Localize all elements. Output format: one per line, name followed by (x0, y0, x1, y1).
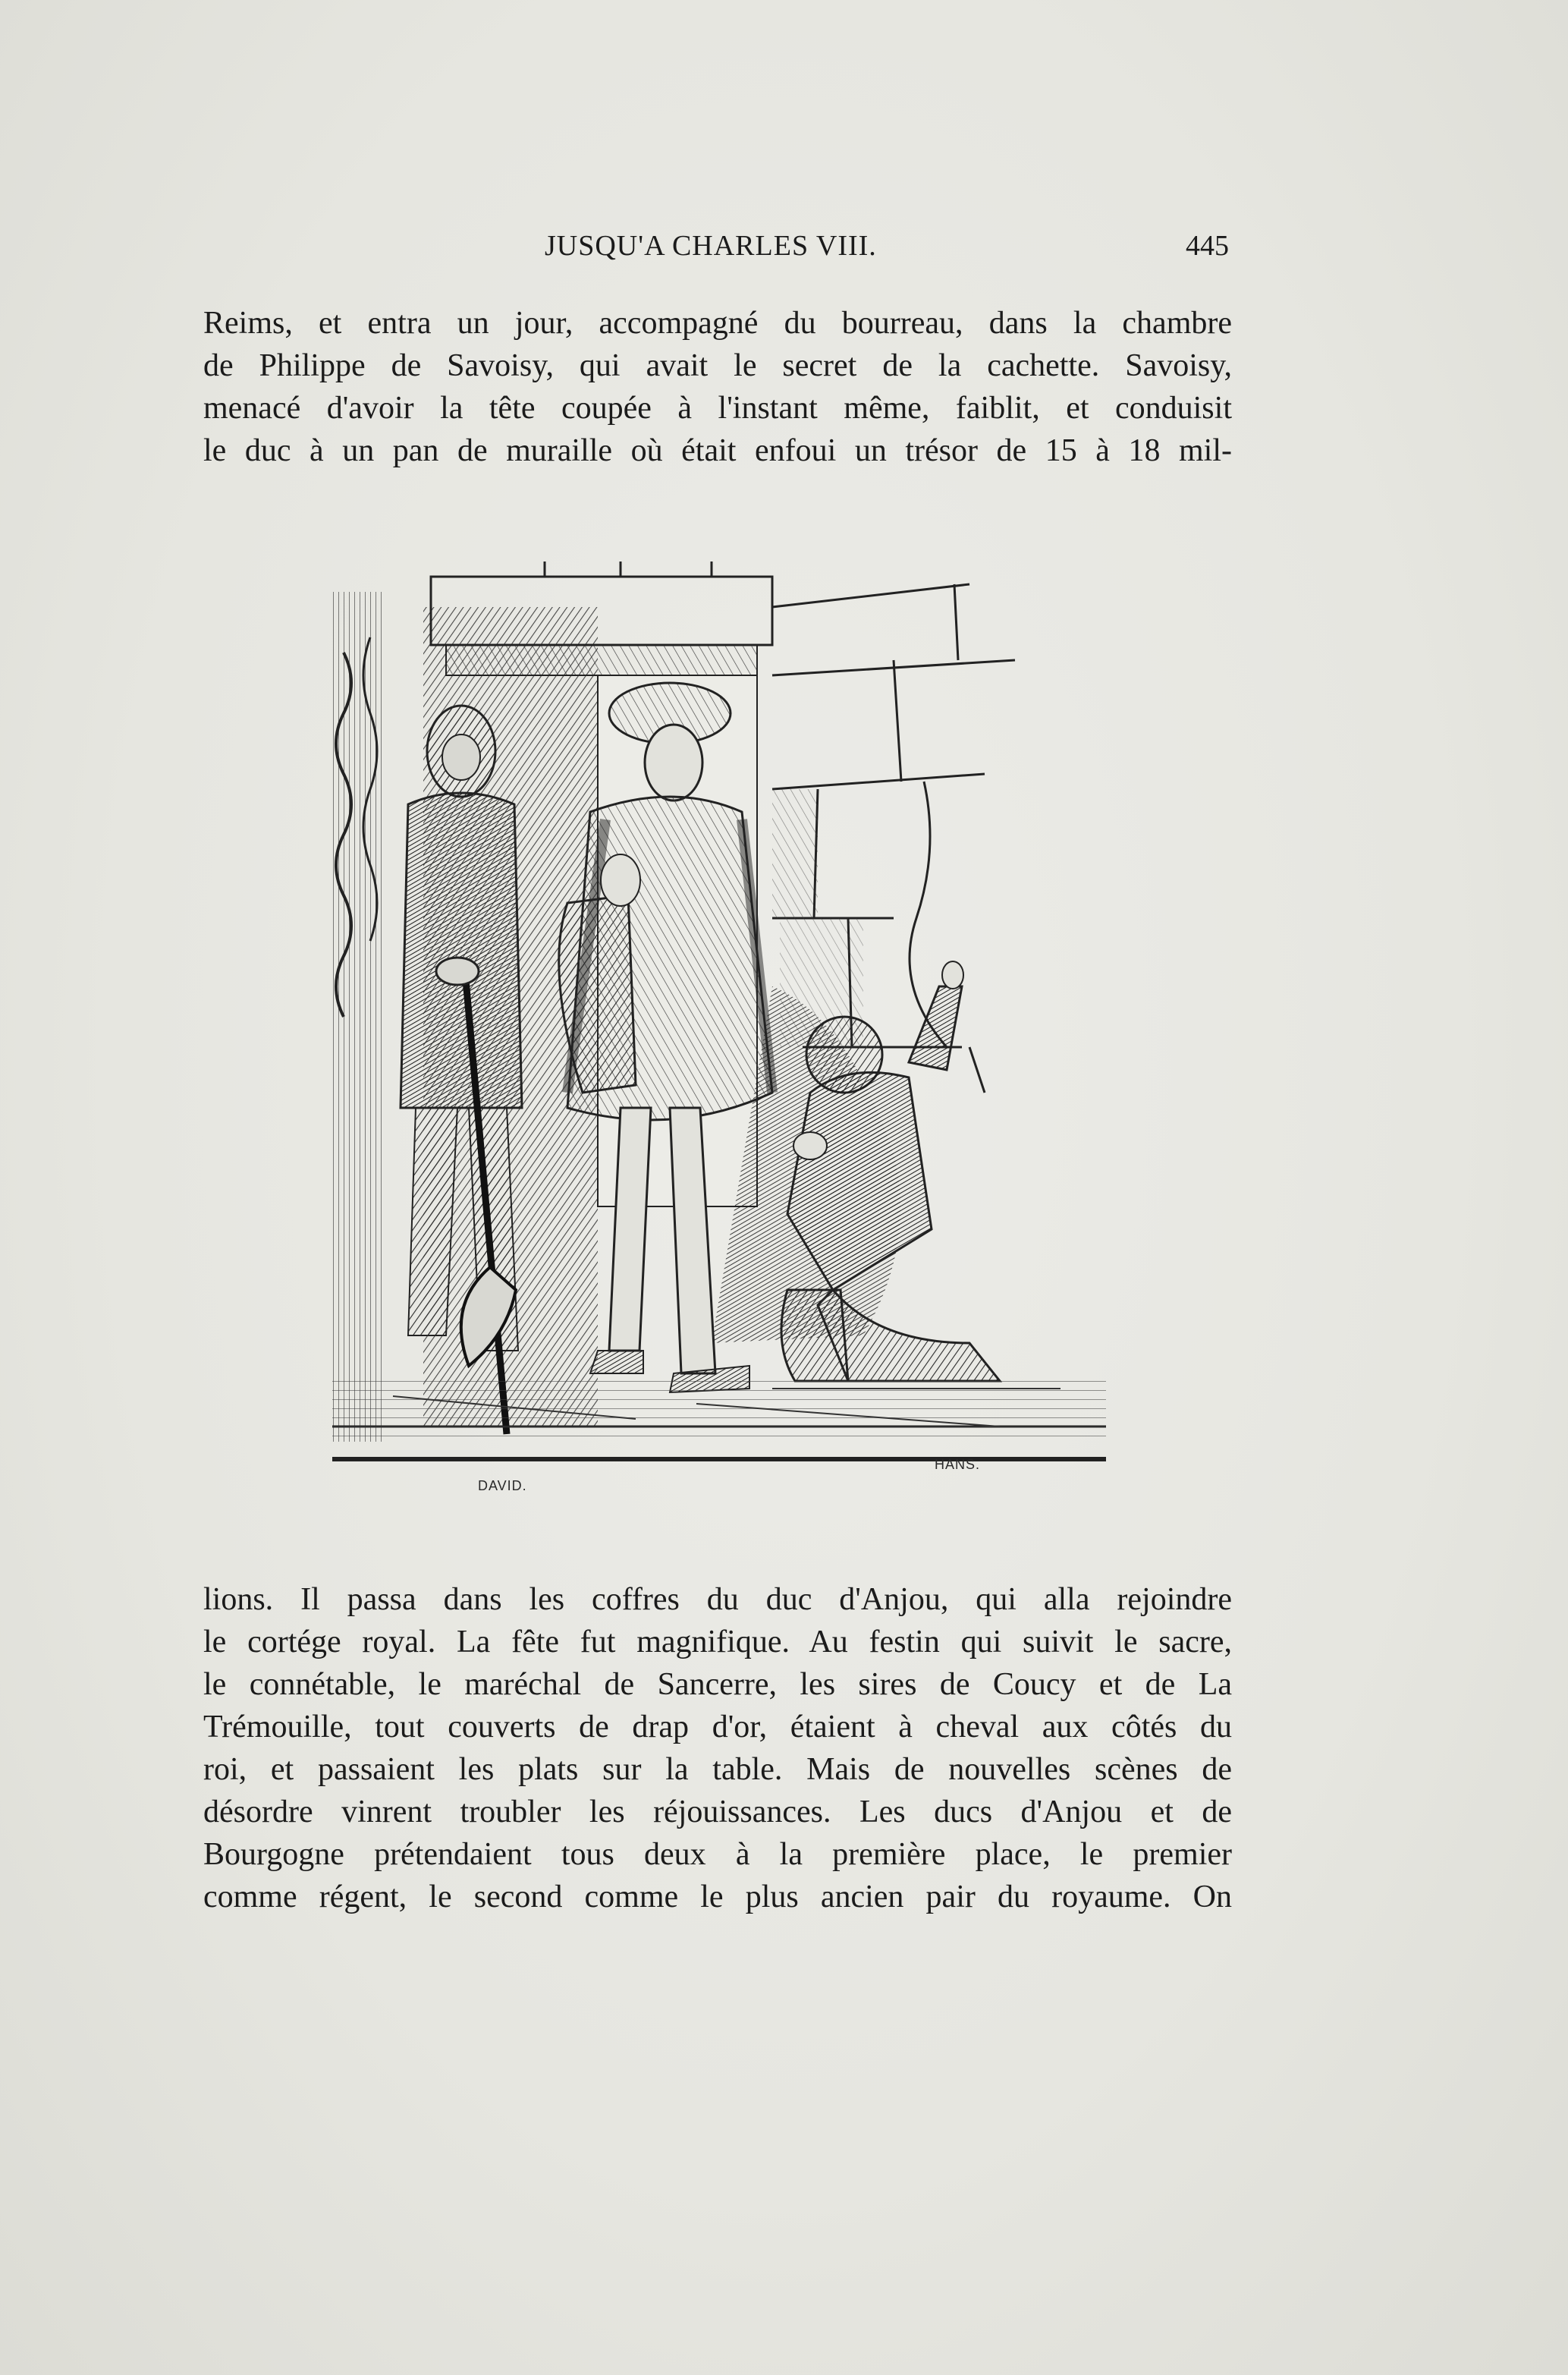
text-line: le cortége royal. La fête fut magnifique. Au festin qui suivit le sacre, (203, 1625, 1232, 1659)
engraver-signature-left: DAVID. (478, 1478, 527, 1493)
engraving-drawing (317, 562, 1136, 1502)
text-line: menacé d'avoir la tête coupée à l'instant même, faiblit, et conduisit (203, 391, 1232, 426)
paragraph-top (203, 302, 1232, 472)
running-title: JUSQU'A CHARLES VIII. (545, 230, 877, 262)
page-header (203, 229, 1232, 275)
text-line: lions. Il passa dans les coffres du duc d'Anjou, qui alla rejoindre (203, 1582, 1232, 1617)
paragraph-bottom (203, 1578, 1232, 1918)
text-line: le connétable, le maréchal de Sancerre, les sires de Coucy et de La (203, 1667, 1232, 1702)
engraving-illustration (317, 562, 1136, 1502)
guard-figure (401, 706, 522, 1434)
text-line: désordre vinrent troubler les réjouissances. Les ducs d'Anjou et de (203, 1795, 1232, 1829)
text-line: Bourgogne prétendaient tous deux à la première place, le premier (203, 1837, 1232, 1872)
text-line: Trémouille, tout couverts de drap d'or, étaient à cheval aux côtés du (203, 1710, 1232, 1744)
text-line: comme régent, le second comme le plus ancien pair du royaume. On (203, 1880, 1232, 1914)
engraver-signature-right: HANS. (935, 1457, 981, 1472)
text-line: Reims, et entra un jour, accompagné du bourreau, dans la chambre (203, 306, 1232, 341)
page-number: 445 (1186, 230, 1229, 262)
text-line: de Philippe de Savoisy, qui avait le secret de la cachette. Savoisy, (203, 348, 1232, 383)
text-line: roi, et passaient les plats sur la table. Mais de nouvelles scènes de (203, 1752, 1232, 1787)
text-line: le duc à un pan de muraille où était enfoui un trésor de 15 à 18 mil- (203, 433, 1232, 468)
